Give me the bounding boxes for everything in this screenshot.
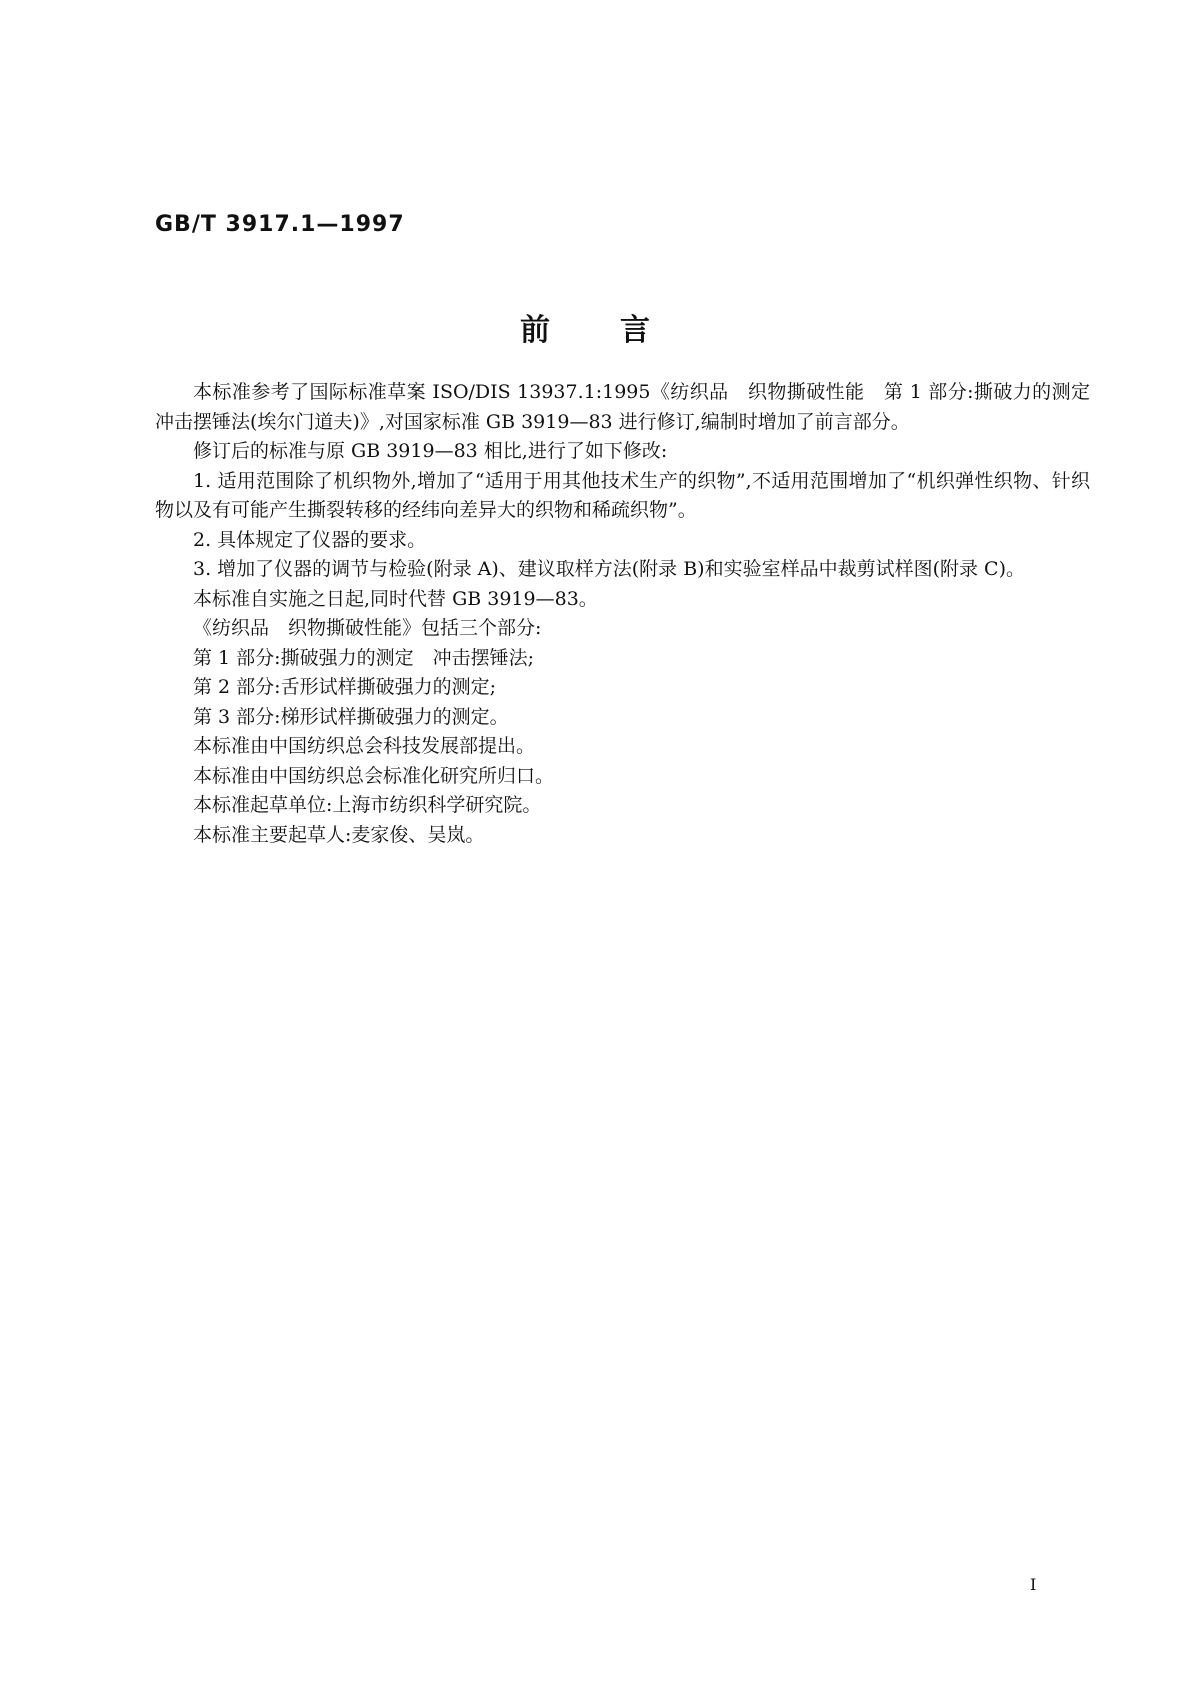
standard-code: GB/T 3917.1—1997 — [155, 212, 405, 237]
paragraph: 本标准由中国纺织总会标准化研究所归口。 — [193, 764, 555, 787]
paragraph: 第 1 部分:撕破强力的测定 冲击摆锤法; — [193, 646, 534, 669]
paragraph: 本标准由中国纺织总会科技发展部提出。 — [193, 735, 536, 757]
page-number: I — [1030, 1575, 1037, 1594]
foreword-body — [155, 378, 1110, 850]
paragraph: 1. 适用范围除了机织物外,增加了“适用于用其他技术生产的织物”,不适用范围增加了“机织弹性织物、针织物以及有可能产生撕裂转移的经纬向差异大的织物和稀疏织物”。 — [155, 469, 1090, 521]
paragraph: 第 3 部分:梯形试样撕破强力的测定。 — [193, 705, 509, 728]
paragraph: 2. 具体规定了仪器的要求。 — [193, 528, 427, 551]
paragraph: 本标准主要起草人:麦家俊、吴岚。 — [193, 823, 485, 846]
paragraph: 第 2 部分:舌形试样撕破强力的测定; — [193, 676, 496, 698]
paragraph: 《纺织品 织物撕破性能》包括三个部分: — [193, 617, 542, 639]
page-title: 前言 — [520, 313, 720, 348]
paragraph: 本标准参考了国际标准草案 ISO/DIS 13937.1:1995《纺织品 织物撕破性能 第 1 部分:撕破力的测定 冲击摆锤法(埃尔门道夫)》,对国家标准 GB 3919—83 进行修订,编制时增加了前言部分。 — [155, 381, 1110, 433]
paragraph: 修订后的标准与原 GB 3919—83 相比,进行了如下修改: — [193, 440, 668, 462]
paragraph: 本标准起草单位:上海市纺织科学研究院。 — [193, 794, 542, 816]
paragraph: 3. 增加了仪器的调节与检验(附录 A)、建议取样方法(附录 B)和实验室样品中裁剪试样图(附录 C)。 — [193, 558, 1025, 580]
paragraph: 本标准自实施之日起,同时代替 GB 3919—83。 — [193, 587, 598, 610]
